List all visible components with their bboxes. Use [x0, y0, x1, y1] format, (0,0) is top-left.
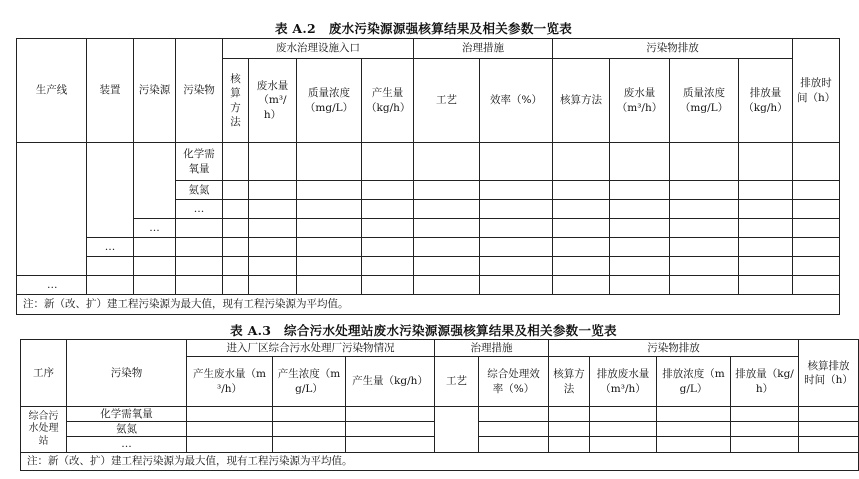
- pollutant-ammonia: 氨氮: [176, 181, 223, 200]
- header-emission-amount: 排放量（kg/h）: [739, 59, 793, 143]
- header-emission-group: 污染物排放: [553, 39, 793, 59]
- source-ellipsis: …: [134, 219, 176, 238]
- table-note-row: [17, 295, 840, 315]
- header-pollutant: 污染物: [67, 340, 187, 407]
- header-generation-amount: 产生量（kg/h）: [362, 59, 414, 143]
- header-emission-mass-concentration: 质量浓度（mg/L）: [670, 59, 739, 143]
- header-emission-calc-method: 核算方法: [553, 59, 610, 143]
- table-row: [17, 276, 840, 295]
- cell: [17, 143, 87, 276]
- table-row: [17, 143, 840, 181]
- table-a2: [16, 38, 840, 315]
- pollutant-cod: 化学需氧量: [176, 143, 223, 181]
- table-a2-note: 注：新（改、扩）建工程污染源为最大值，现有工程污染源为平均值。: [17, 295, 840, 315]
- pollutant-ellipsis: …: [67, 437, 187, 452]
- table-row: [21, 407, 859, 422]
- header-calc-method: 核算方法: [223, 59, 249, 143]
- pollutant-cod: 化学需氧量: [67, 407, 187, 422]
- header-emission-time: 核算排放时间（h）: [799, 340, 859, 407]
- line-ellipsis: …: [17, 276, 87, 295]
- table-row: [17, 238, 840, 257]
- header-pollutant: 污染物: [176, 39, 223, 143]
- table-note-row: [21, 452, 859, 470]
- header-efficiency: 效率（%）: [480, 59, 553, 143]
- table-a3: [20, 339, 859, 471]
- header-emit-amount: 排放量（kg/h）: [731, 357, 799, 407]
- header-wastewater-volume: 废水量（m³/h）: [249, 59, 297, 143]
- header-procedure: 工序: [21, 340, 67, 407]
- header-calc-method: 核算方法: [549, 357, 590, 407]
- header-device: 装置: [87, 39, 134, 143]
- header-emit-wastewater: 排放废水量（m³/h）: [590, 357, 657, 407]
- header-process: 工艺: [414, 59, 480, 143]
- header-process: 工艺: [435, 357, 479, 407]
- header-emit-concentration: 排放浓度（mg/L）: [657, 357, 731, 407]
- header-production-line: 生产线: [17, 39, 87, 143]
- pollutant-ellipsis: …: [176, 200, 223, 219]
- header-gen-concentration: 产生浓度（mg/L）: [273, 357, 346, 407]
- cell: [134, 143, 176, 219]
- header-gen-wastewater: 产生废水量（m³/h）: [187, 357, 273, 407]
- table-row: [17, 257, 840, 276]
- table-a3-title: 表 A.3 综合污水处理站废水污染源源强核算结果及相关参数一览表: [230, 323, 617, 338]
- header-pollution-source: 污染源: [134, 39, 176, 143]
- header-efficiency: 综合处理效率（%）: [479, 357, 549, 407]
- header-inlet-group: 进入厂区综合污水处理厂污染物情况: [187, 340, 435, 357]
- header-gen-amount: 产生量（kg/h）: [346, 357, 435, 407]
- table-a2-title: 表 A.2 废水污染源源强核算结果及相关参数一览表: [274, 21, 573, 36]
- header-treatment-group: 治理措施: [414, 39, 553, 59]
- header-inlet-group: 废水治理设施入口: [223, 39, 414, 59]
- header-emission-group: 污染物排放: [549, 340, 799, 357]
- device-ellipsis: …: [87, 238, 134, 257]
- table-a3-note: 注：新（改、扩）建工程污染源为最大值，现有工程污染源为平均值。: [21, 452, 859, 470]
- header-emission-time: 排放时间（h）: [793, 39, 840, 143]
- header-treatment-group: 治理措施: [435, 340, 549, 357]
- table-row: [17, 219, 840, 238]
- header-emission-wastewater-volume: 废水量（m³/h）: [610, 59, 670, 143]
- header-mass-concentration: 质量浓度（mg/L）: [297, 59, 362, 143]
- pollutant-ammonia: 氨氮: [67, 422, 187, 437]
- cell: [87, 143, 134, 238]
- station-label: 综合污水处理站: [21, 407, 67, 453]
